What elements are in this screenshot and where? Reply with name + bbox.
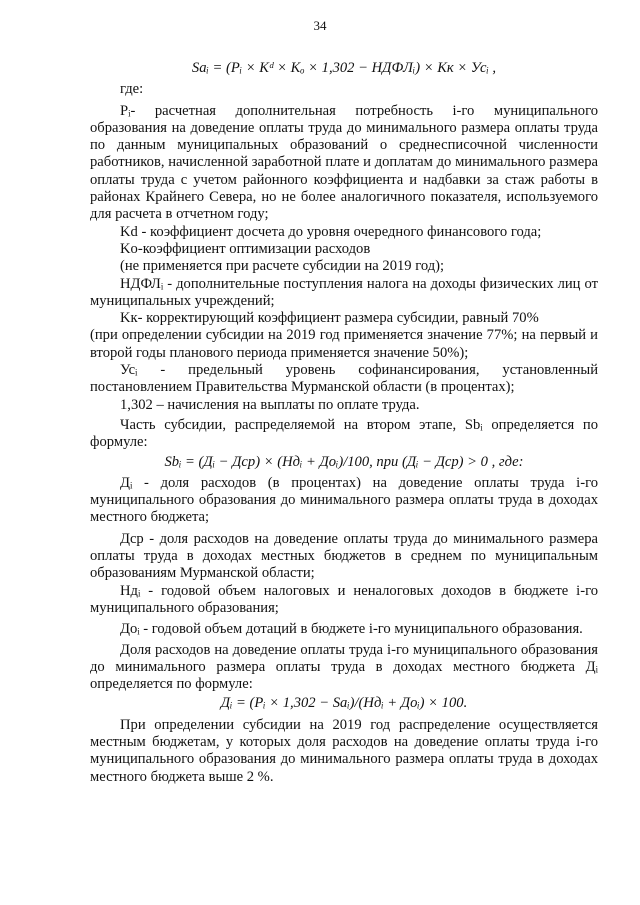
definition-kk: Kк- корректирующий коэффициент размера субсидии, равный 70% bbox=[120, 310, 539, 327]
definition-ndfl: НДФЛᵢ - дополнительные поступления налога на доходы физических лиц от муниципальных учреждений; bbox=[90, 275, 598, 309]
intro-sb: Часть субсидии, распределяемой на втором этапе, Sbᵢ определяется по формуле: bbox=[90, 416, 598, 451]
definition-dsr: Дср - доля расходов на доведение оплаты труда до минимального размера оплаты труда в доходах местных бюджетов в среднем по муниципальным образованиям Мурманской области; bbox=[90, 530, 598, 582]
definition-do: Доᵢ - годовой объем дотаций в бюджете i-го муниципального образования. bbox=[120, 621, 583, 638]
definition-d: Дᵢ - доля расходов (в процентах) на доведение оплаты труда i-го муниципального образования до минимального размера оплаты труда в доходах местного бюджета; bbox=[90, 474, 598, 526]
definition-ko: Ko-коэффициент оптимизации расходов bbox=[120, 240, 371, 257]
formula-d: Дᵢ = (Pᵢ × 1,302 − Saᵢ)/(Ндᵢ + Доᵢ) × 100. bbox=[220, 695, 468, 712]
definition-1302: 1,302 – начисления на выплаты по оплате труда. bbox=[120, 396, 420, 413]
definition-p: Pᵢ- расчетная дополнительная потребность i-го муниципального образования на доведение оплаты труда до минимального размера оплаты труда по данным муниципальных образований о среднесписочной численности работников, начисленной заработной плате и доплатам до минимального размера оплаты труда с учетом районного коэффициента и надбавки за стаж работы в районах Крайнего Севера, но не более аналогичного показателя, используемого для расчета в отчетном году; bbox=[90, 102, 598, 223]
definition-nd: Ндᵢ - годовой объем налоговых и неналоговых доходов в бюджете i-го муниципального образования; bbox=[90, 582, 598, 616]
formula-sb: Sbᵢ = (Дᵢ − Дср) × (Ндᵢ + Доᵢ)/100, при (Дᵢ − Дср) > 0 , где: bbox=[164, 453, 524, 470]
document-body bbox=[90, 58, 598, 786]
final-paragraph: При определении субсидии на 2019 год распределение осуществляется местным бюджетам, у которых доля расходов на доведение оплаты труда i-го муниципального образования до минимального размера оплаты труда в доходах местного бюджета выше 2 %. bbox=[90, 716, 598, 785]
where-label: где: bbox=[120, 81, 144, 98]
definition-us: Усᵢ - предельный уровень софинансирования, установленный постановлением Правительства Мурманской области (в процентах); bbox=[90, 362, 598, 396]
definition-kd: Kd - коэффициент досчета до уровня очередного финансового года; bbox=[120, 223, 542, 240]
formula-sa: Saᵢ = (Pᵢ × Kᵈ × Kₒ × 1,302 − НДФЛᵢ) × Кк × Усᵢ , bbox=[191, 60, 497, 76]
intro-d: Доля расходов на доведение оплаты труда i-го муниципального образования до минимального размера оплаты труда в доходах местного бюджета Дᵢ определяется по формуле: bbox=[90, 641, 598, 693]
definition-ko-note: (не применяется при расчете субсидии на 2019 год); bbox=[120, 258, 445, 275]
page-number: 34 bbox=[313, 18, 327, 33]
definition-kk-note: (при определении субсидии на 2019 год применяется значение 77%; на первый и второй годы планового периода применяется значение 50%); bbox=[90, 327, 598, 361]
